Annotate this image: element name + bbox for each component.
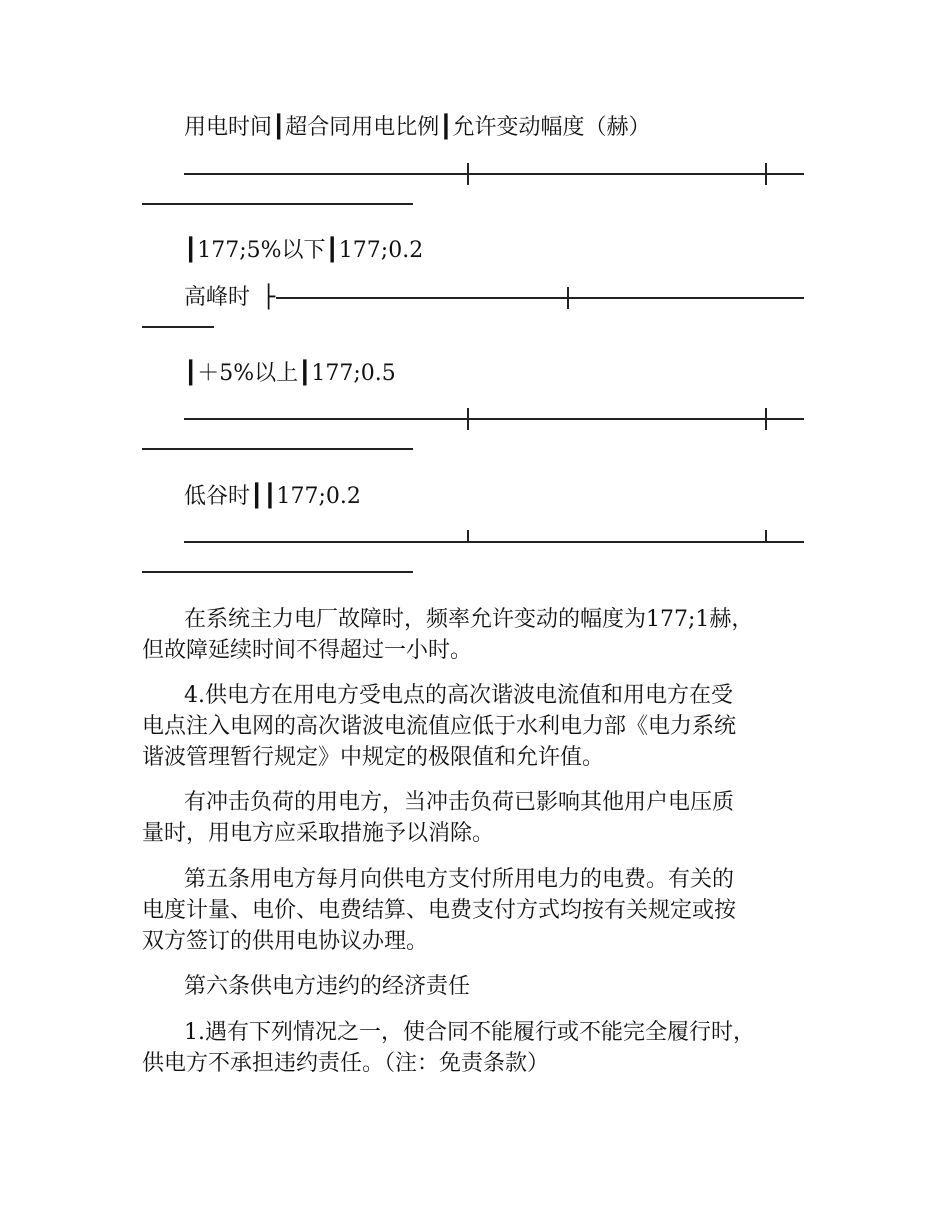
section-heading: 第六条供电方违约的经济责任 (184, 974, 471, 999)
table-row-label: 高峰时 (184, 285, 251, 310)
paragraph-line: 电度计量、电价、电费结算、电费支付方式均按有关规定或按 (142, 898, 737, 923)
table-rule-tick (467, 530, 469, 542)
paragraph-line: 1.遇有下列情况之一，使合同不能履行或不能完全履行时， (184, 1020, 755, 1045)
paragraph-line: 双方签订的供用电协议办理。 (142, 929, 429, 954)
table-rule-tick (467, 408, 469, 430)
table-rule-tick (765, 408, 767, 430)
paragraph-line: 有冲击负荷的用电方，当冲击负荷已影响其他用户电压质 (184, 790, 735, 815)
table-row-bar: ├ (262, 285, 276, 310)
table-row-text: 低谷时┃┃177;0.2 (184, 484, 361, 509)
table-row-text: ┃＋5%以上┃177;0.5 (184, 361, 396, 386)
table-rule (142, 571, 413, 573)
table-rule (184, 173, 804, 175)
paragraph-line: 谐波管理暂行规定》中规定的极限值和允许值。 (142, 745, 605, 770)
paragraph-line: 在系统主力电厂故障时，频率允许变动的幅度为177;1赫， (184, 607, 754, 632)
table-rule (142, 203, 413, 205)
paragraph-line: 供电方不承担违约责任。（注：免责条款） (142, 1051, 550, 1076)
table-rule (184, 418, 804, 420)
table-rule (276, 297, 804, 299)
table-rule (142, 448, 413, 450)
table-row-text: ┃177;5%以下┃177;0.2 (184, 238, 424, 263)
table-header: 用电时间┃超合同用电比例┃允许变动幅度（赫） (184, 115, 651, 140)
paragraph-line: 电点注入电网的高次谐波电流值应低于水利电力部《电力系统 (142, 714, 737, 739)
table-rule (142, 326, 214, 328)
paragraph-line: 量时，用电方应采取措施予以消除。 (142, 821, 495, 846)
paragraph-line: 4.供电方在用电方受电点的高次谐波电流值和用电方在受 (184, 683, 733, 708)
table-rule-tick (765, 530, 767, 542)
table-rule-tick (467, 163, 469, 185)
table-rule-tick (765, 163, 767, 185)
table-rule (184, 541, 804, 543)
paragraph-line: 但故障延续时间不得超过一小时。 (142, 638, 473, 663)
paragraph-line: 第五条用电方每月向供电方支付所用电力的电费。有关的 (184, 867, 735, 892)
table-rule-tick (567, 287, 569, 309)
